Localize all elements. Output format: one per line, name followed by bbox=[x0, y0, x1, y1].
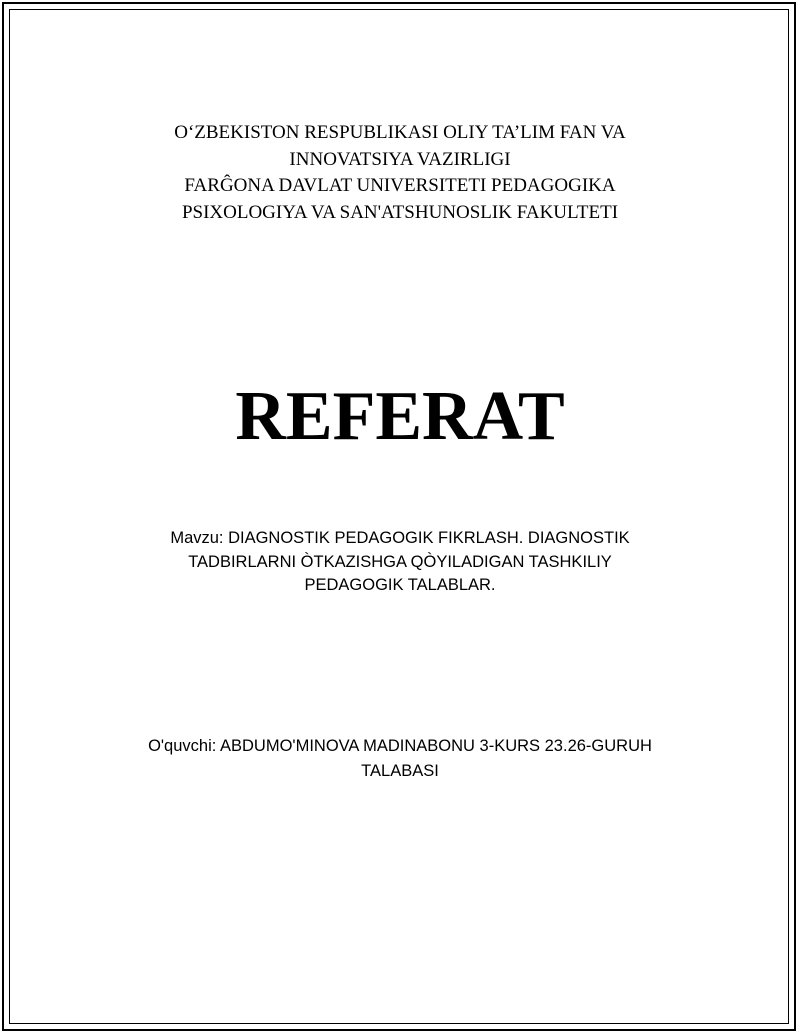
student-block bbox=[0, 734, 800, 784]
header-line: INNOVATSIYA VAZIRLIGI bbox=[289, 148, 511, 170]
institution-header bbox=[0, 120, 800, 226]
header-line: O‘ZBEKISTON RESPUBLIKASI OLIY TA’LIM FAN VA bbox=[174, 122, 626, 143]
topic-line: Mavzu: DIAGNOSTIK PEDAGOGIK FIKRLASH. DIAGNOSTIK bbox=[170, 529, 630, 547]
header-line: FARĜONA DAVLAT UNIVERSITETI PEDAGOGIKA bbox=[184, 175, 616, 196]
header-line: PSIXOLOGIYA VA SAN'ATSHUNOSLIK FAKULTETI bbox=[181, 201, 619, 223]
student-line: O'quvchi: ABDUMO'MINOVA MADINABONU 3-KURS 23.26-GURUH bbox=[148, 737, 652, 755]
topic-line: TADBIRLARNI ÒTKAZISHGA QÒYILADIGAN TASHKILIY bbox=[188, 552, 612, 571]
document-title: REFERAT bbox=[235, 378, 565, 455]
topic-block bbox=[0, 527, 800, 598]
topic-line: PEDAGOGIK TALABLAR. bbox=[304, 576, 496, 594]
student-line: TALABASI bbox=[361, 762, 439, 780]
